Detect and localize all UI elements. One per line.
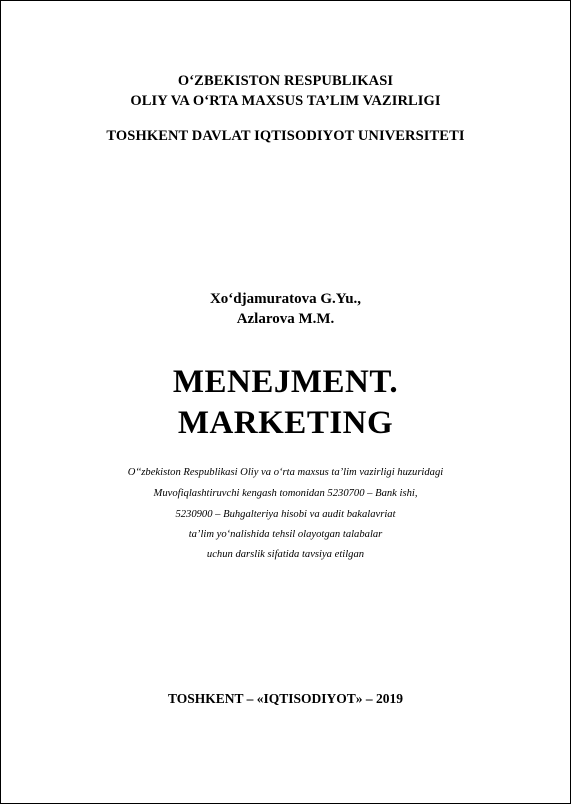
approval-note-line: Muvofiqlashtiruvchi kengash tomonidan 5230700 – Bank ishi, [153, 488, 418, 499]
book-title-line-2: MARKETING [177, 405, 394, 441]
author-1: Xo‘djamuratova G.Yu., [209, 291, 362, 307]
ministry-heading: OLIY VA O‘RTA MAXSUS TA’LIM VAZIRLIGI [130, 93, 441, 109]
country-heading: O‘ZBEKISTON RESPUBLIKASI [177, 73, 394, 89]
approval-note-line: 5230900 – Buhgalteriya hisobi va audit bakalavriat [175, 509, 396, 520]
approval-note-line: O‘‘zbekiston Respublikasi Oliy va o‘rta maxsus ta’lim vazirligi huzuridagi [127, 467, 444, 478]
book-title-line-1: MENEJMENT. [172, 364, 399, 400]
approval-note-line: uchun darslik sifatida tavsiya etilgan [206, 549, 365, 560]
author-2: Azlarova M.M. [236, 311, 335, 327]
publisher-footer: TOSHKENT – «IQTISODIYOT» – 2019 [167, 691, 404, 706]
university-heading: TOSHKENT DAVLAT IQTISODIYOT UNIVERSITETI [106, 128, 465, 144]
approval-note-line: ta’lim yo‘nalishida tehsil olayotgan talabalar [188, 529, 383, 540]
